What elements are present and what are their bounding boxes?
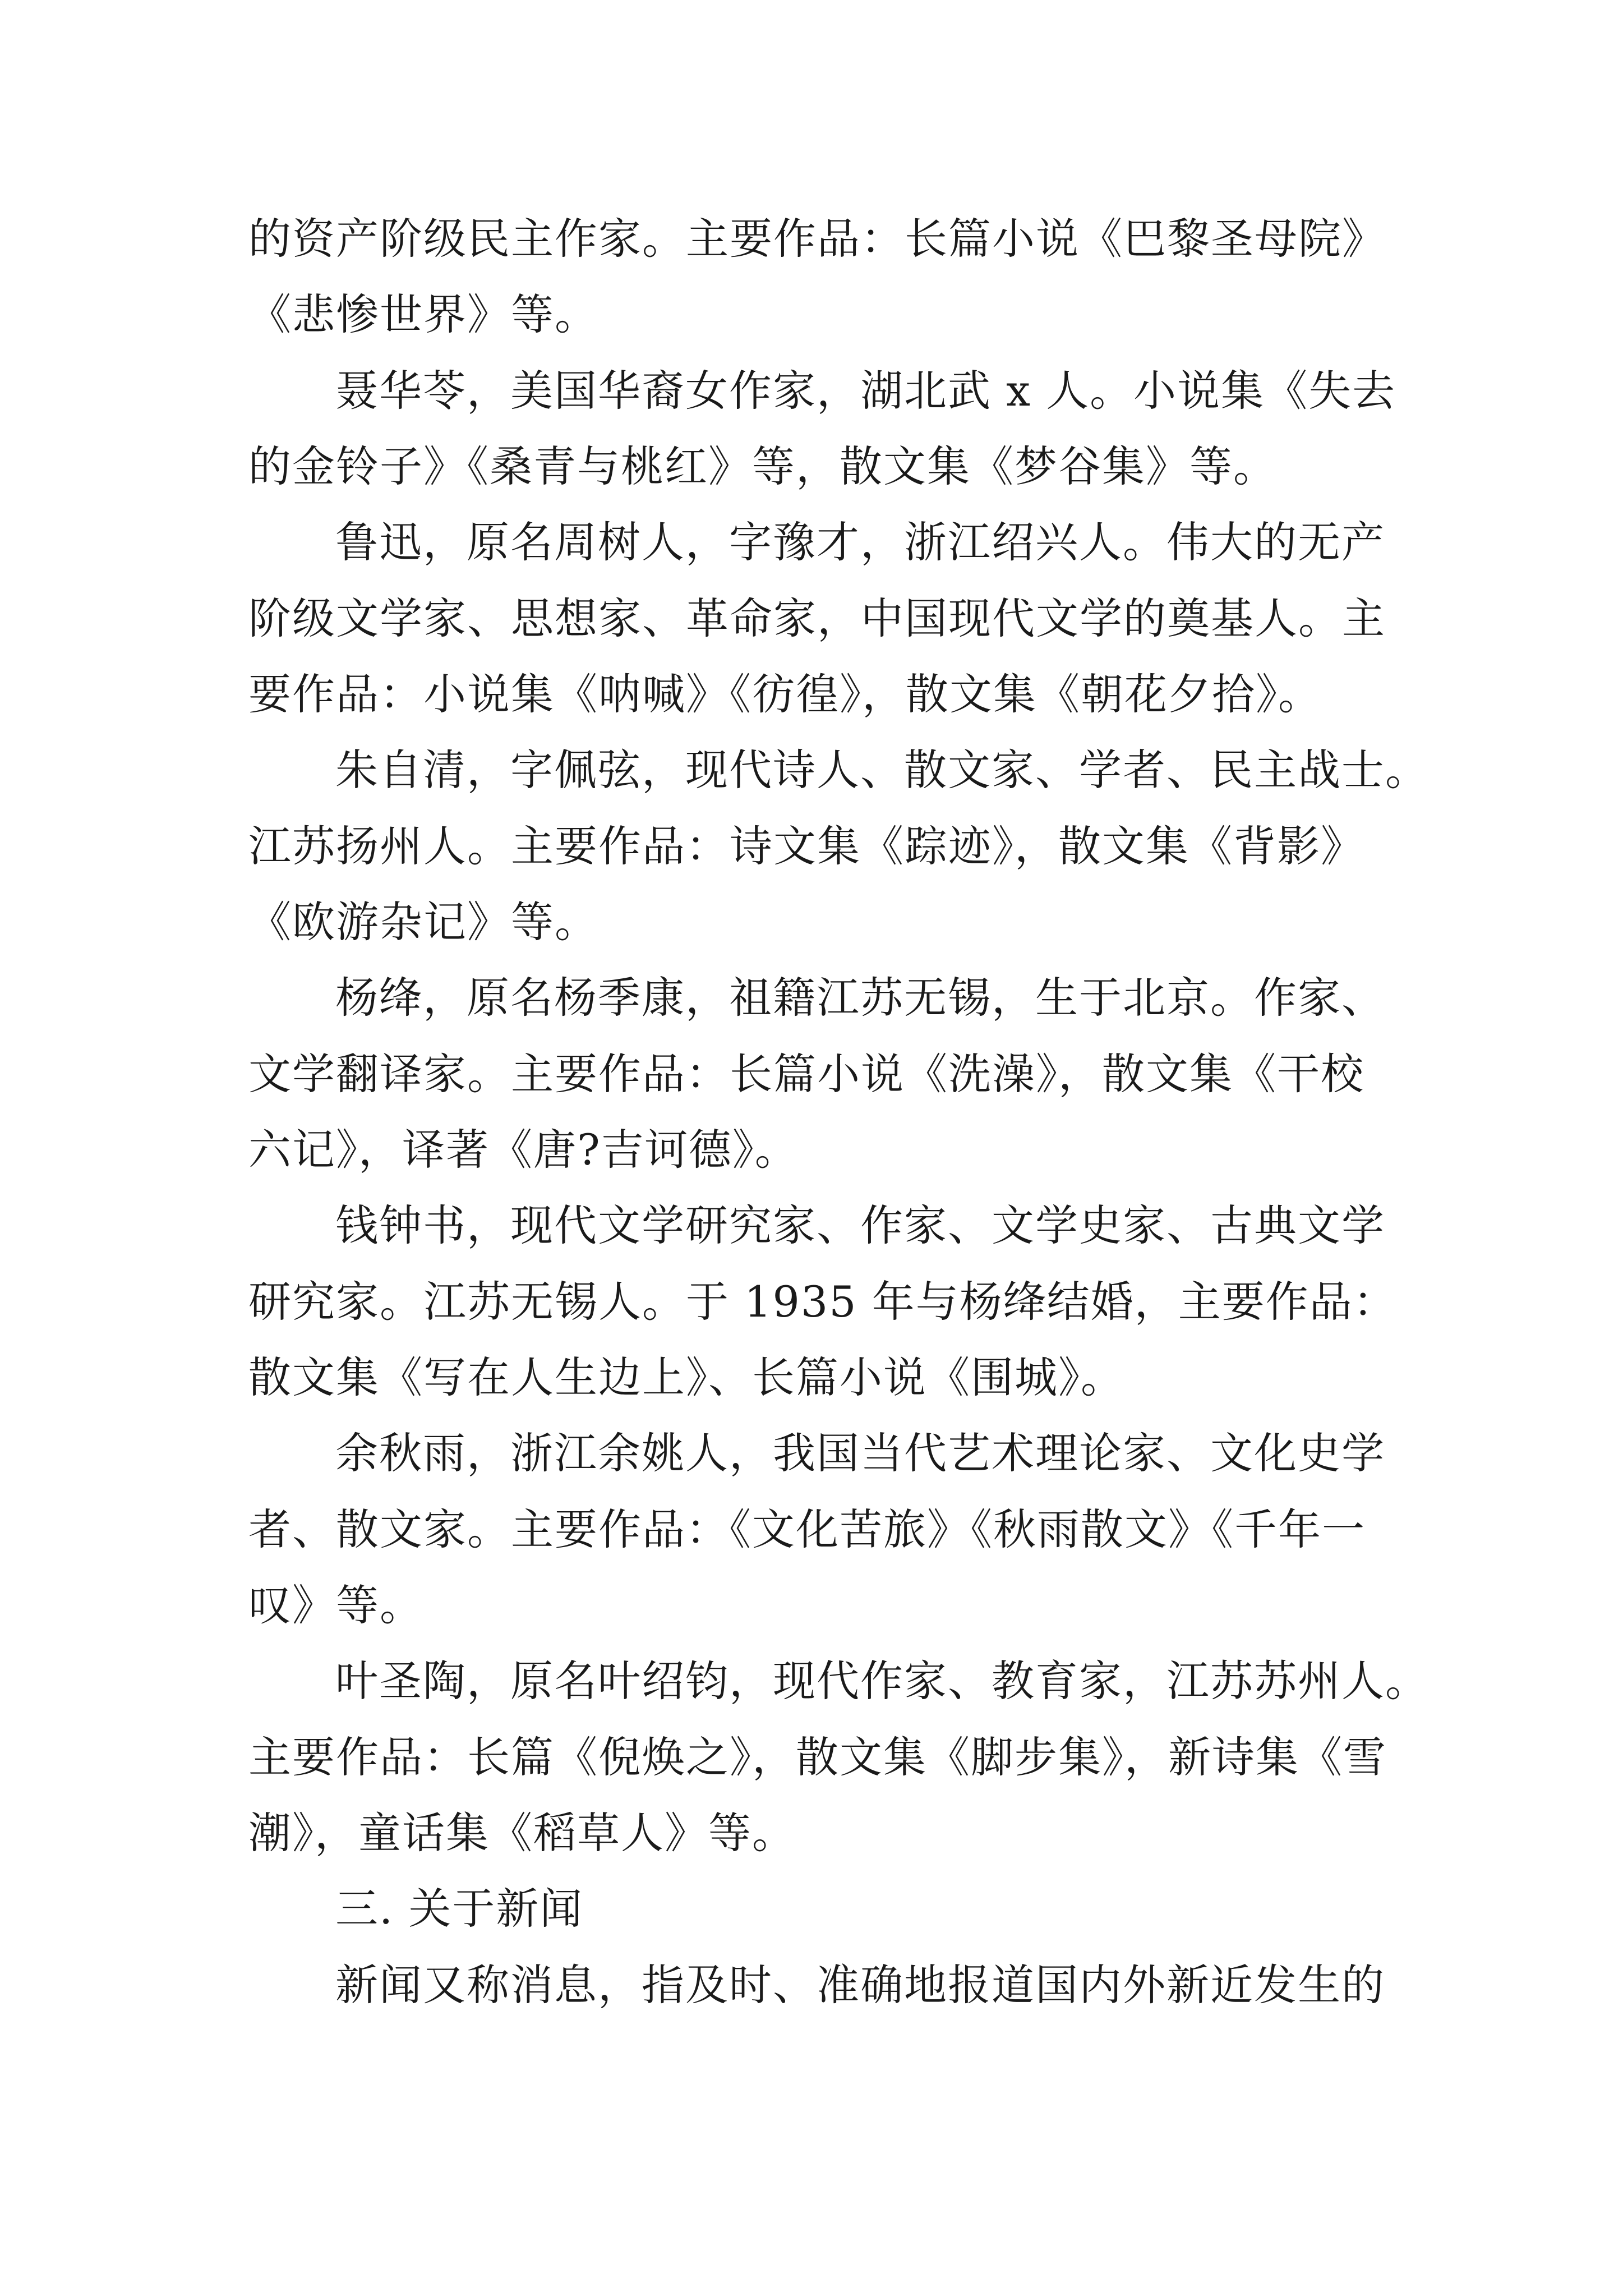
- text-line: 新闻又称消息，指及时、准确地报道国内外新近发生的: [335, 1960, 1385, 2010]
- text-line: 《悲惨世界》等。: [248, 289, 598, 339]
- text-line: 钱钟书，现代文学研究家、作家、文学史家、古典文学: [335, 1200, 1385, 1250]
- text-line: 的金铃子》《桑青与桃红》等，散文集《梦谷集》等。: [248, 441, 1277, 491]
- text-line: 鲁迅，原名周树人，字豫才，浙江绍兴人。伟大的无产: [335, 517, 1385, 567]
- text-line: 聂华苓，美国华裔女作家，湖北武 x 人。小说集《失去: [335, 366, 1396, 416]
- text-line: 叹》等。: [248, 1580, 423, 1630]
- text-line: 叶圣陶，原名叶绍钧，现代作家、教育家，江苏苏州人。: [335, 1656, 1429, 1706]
- text-line: 朱自清，字佩弦，现代诗人、散文家、学者、民主战士。: [335, 745, 1429, 795]
- text-line: 的资产阶级民主作家。主要作品：长篇小说《巴黎圣母院》: [248, 214, 1386, 264]
- text-line: 阶级文学家、思想家、革命家，中国现代文学的奠基人。主: [248, 593, 1386, 643]
- text-line: 文学翻译家。主要作品：长篇小说《洗澡》，散文集《干校: [248, 1049, 1364, 1099]
- text-line: 者、散文家。主要作品：《文化苦旅》《秋雨散文》《千年一: [248, 1504, 1366, 1554]
- text-line: 潮》，童话集《稻草人》等。: [248, 1808, 796, 1858]
- text-line: 《欧游杂记》等。: [248, 897, 598, 947]
- text-line: 六记》，译著《唐?吉诃德》。: [248, 1125, 799, 1175]
- text-line: 杨绛，原名杨季康，祖籍江苏无锡，生于北京。作家、: [335, 973, 1385, 1023]
- text-line: 要作品：小说集《呐喊》《彷徨》，散文集《朝花夕拾》。: [248, 669, 1322, 719]
- text-line: 研究家。江苏无锡人。于 1935 年与杨绛结婚，主要作品：: [248, 1277, 1397, 1327]
- text-line: 主要作品：长篇《倪焕之》，散文集《脚步集》，新诗集《雪: [248, 1732, 1387, 1782]
- section-heading: 三. 关于新闻: [335, 1884, 584, 1934]
- text-line: 余秋雨，浙江余姚人，我国当代艺术理论家、文化史学: [335, 1428, 1385, 1478]
- text-line: 散文集《写在人生边上》、长篇小说《围城》。: [248, 1352, 1124, 1402]
- text-line: 江苏扬州人。主要作品：诗文集《踪迹》，散文集《背影》: [248, 821, 1364, 871]
